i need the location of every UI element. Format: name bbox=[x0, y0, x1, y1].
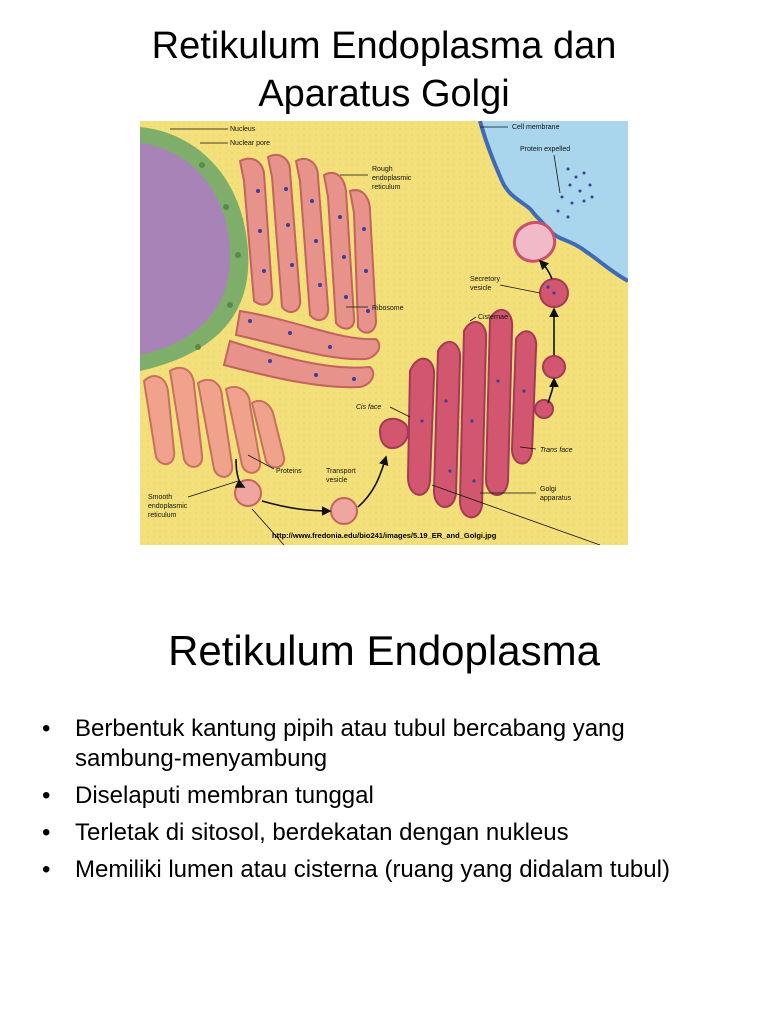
bullet-item bbox=[42, 781, 732, 811]
label-cell-membrane: Cell membrane bbox=[512, 124, 560, 131]
slide-title bbox=[0, 22, 768, 118]
label-rough-er-2: endoplasmic bbox=[372, 175, 412, 182]
label-smooth-er-3: reticulum bbox=[148, 512, 177, 519]
bullet-item bbox=[42, 818, 732, 848]
label-transport-1: Transport bbox=[326, 468, 356, 475]
label-smooth-er-1: Smooth bbox=[148, 494, 173, 501]
bullet-list bbox=[42, 714, 732, 892]
bullet-item bbox=[42, 714, 732, 774]
bullet-text: Berbentuk kantung pipih atau tubul bercabang yang sambung-menyambung bbox=[75, 715, 625, 772]
slide-title-line-2: Aparatus Golgi bbox=[258, 73, 510, 115]
er-golgi-diagram bbox=[140, 121, 628, 545]
bullet-marker: • bbox=[42, 856, 51, 883]
bullet-marker: • bbox=[42, 819, 51, 846]
slide-title-line-1: Retikulum Endoplasma dan bbox=[151, 25, 617, 67]
label-golgi-2: apparatus bbox=[540, 495, 572, 502]
label-rough-er-1: Rough bbox=[372, 166, 393, 173]
section-title: Retikulum Endoplasma bbox=[168, 627, 600, 674]
label-secretory-1: Secretory bbox=[470, 276, 500, 283]
label-rough-er-3: reticulum bbox=[372, 184, 401, 191]
label-trans-face: Trans face bbox=[540, 447, 573, 454]
label-protein-expelled: Protein expelled bbox=[520, 146, 571, 153]
label-smooth-er-2: endoplasmic bbox=[148, 503, 188, 510]
transport-vesicle-large bbox=[331, 498, 357, 524]
bullet-text: Diselaputi membran tunggal bbox=[75, 782, 374, 809]
er-golgi-illustration bbox=[140, 121, 628, 545]
bullet-text: Memiliki lumen atau cisterna (ruang yang didalam tubul) bbox=[75, 856, 670, 883]
exocytosis-vesicle bbox=[514, 222, 554, 261]
bullet-item bbox=[42, 855, 732, 885]
label-nuclear-pore: Nuclear pore bbox=[230, 140, 271, 147]
label-cis-face: Cis face bbox=[356, 404, 382, 411]
bullet-marker: • bbox=[42, 715, 51, 742]
figure-source-url: http://www.fredonia.edu/bio241/images/5.19_ER_and_Golgi.jpg bbox=[272, 531, 497, 540]
transport-vesicle-small bbox=[235, 480, 261, 506]
label-nucleus: Nucleus bbox=[230, 126, 256, 133]
bullet-text: Terletak di sitosol, berdekatan dengan nukleus bbox=[75, 819, 569, 846]
label-transport-2: vesicle bbox=[326, 477, 348, 484]
bullet-marker: • bbox=[42, 782, 51, 809]
label-ribosome: Ribosome bbox=[372, 305, 404, 312]
label-proteins: Proteins bbox=[276, 468, 302, 475]
label-secretory-2: vesicle bbox=[470, 285, 492, 292]
label-cisternae: Cisternae bbox=[478, 314, 508, 321]
label-golgi-1: Golgi bbox=[540, 486, 557, 493]
